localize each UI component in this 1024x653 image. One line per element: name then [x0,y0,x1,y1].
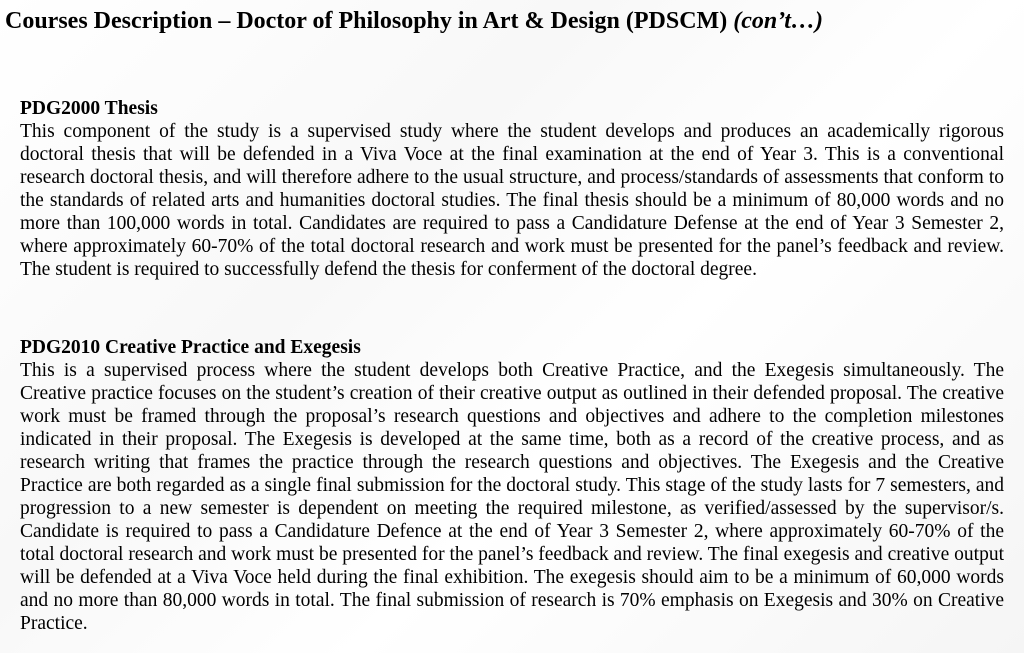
course-description-creative-practice: This is a supervised process where the student develops both Creative Practice, and the Exegesis simultaneously. The Creative practice focuses on the student’s creation of their creative output as outlined in their defended proposal. The creative work must be framed through the proposal’s research questions and objectives and adhere to the completion milestones indicated in their proposal. The Exegesis is developed at the same time, both as a record of the creative process, and as research writing that frames the practice through the research questions and objectives. The Exegesis and the Creative Practice are both regarded as a single final submission for the doctoral study. This stage of the study lasts for 7 semesters, and progression to a new semester is dependent on meeting the required milestone, as verified/assessed by the supervisor/s. Candidate is required to pass a Candidature Defence at the end of Year 3 Semester 2, where approximately 60-70% of the total doctoral research and work must be presented for the panel’s feedback and review. The final exegesis and creative output will be defended at a Viva Voce held during the final exhibition. The exegesis should aim to be a minimum of 60,000 words and no more than 80,000 words in total. The final submission of research is 70% emphasis on Exegesis and 30% on Creative Practice. [20,360,1004,634]
course-description-thesis: This component of the study is a supervised study where the student develops and produces an academically rigorous doctoral thesis that will be defended in a Viva Voce at the final examination at the end of Year 3. This is a conventional research doctoral thesis, and will therefore adhere to the usual structure, and process/standards of assessments that conform to the standards of related arts and humanities doctoral studies. The final thesis should be a minimum of 80,000 words and no more than 100,000 words in total. Candidates are required to pass a Candidature Defense at the end of Year 3 Semester 2, where approximately 60-70% of the total doctoral research and work must be presented for the panel’s feedback and review. The student is required to successfully defend the thesis for conferment of the doctoral degree. [20,121,1004,280]
course-heading-thesis: PDG2000 Thesis [20,98,158,119]
page-title-continued: (con’t…) [733,8,823,34]
course-section-thesis [20,97,1004,281]
page-title [5,5,823,37]
course-heading-creative-practice: PDG2010 Creative Practice and Exegesis [20,337,361,358]
page-title-main: Courses Description – Doctor of Philosophy in Art & Design (PDSCM) [5,8,728,34]
course-section-creative-practice [20,336,1004,635]
